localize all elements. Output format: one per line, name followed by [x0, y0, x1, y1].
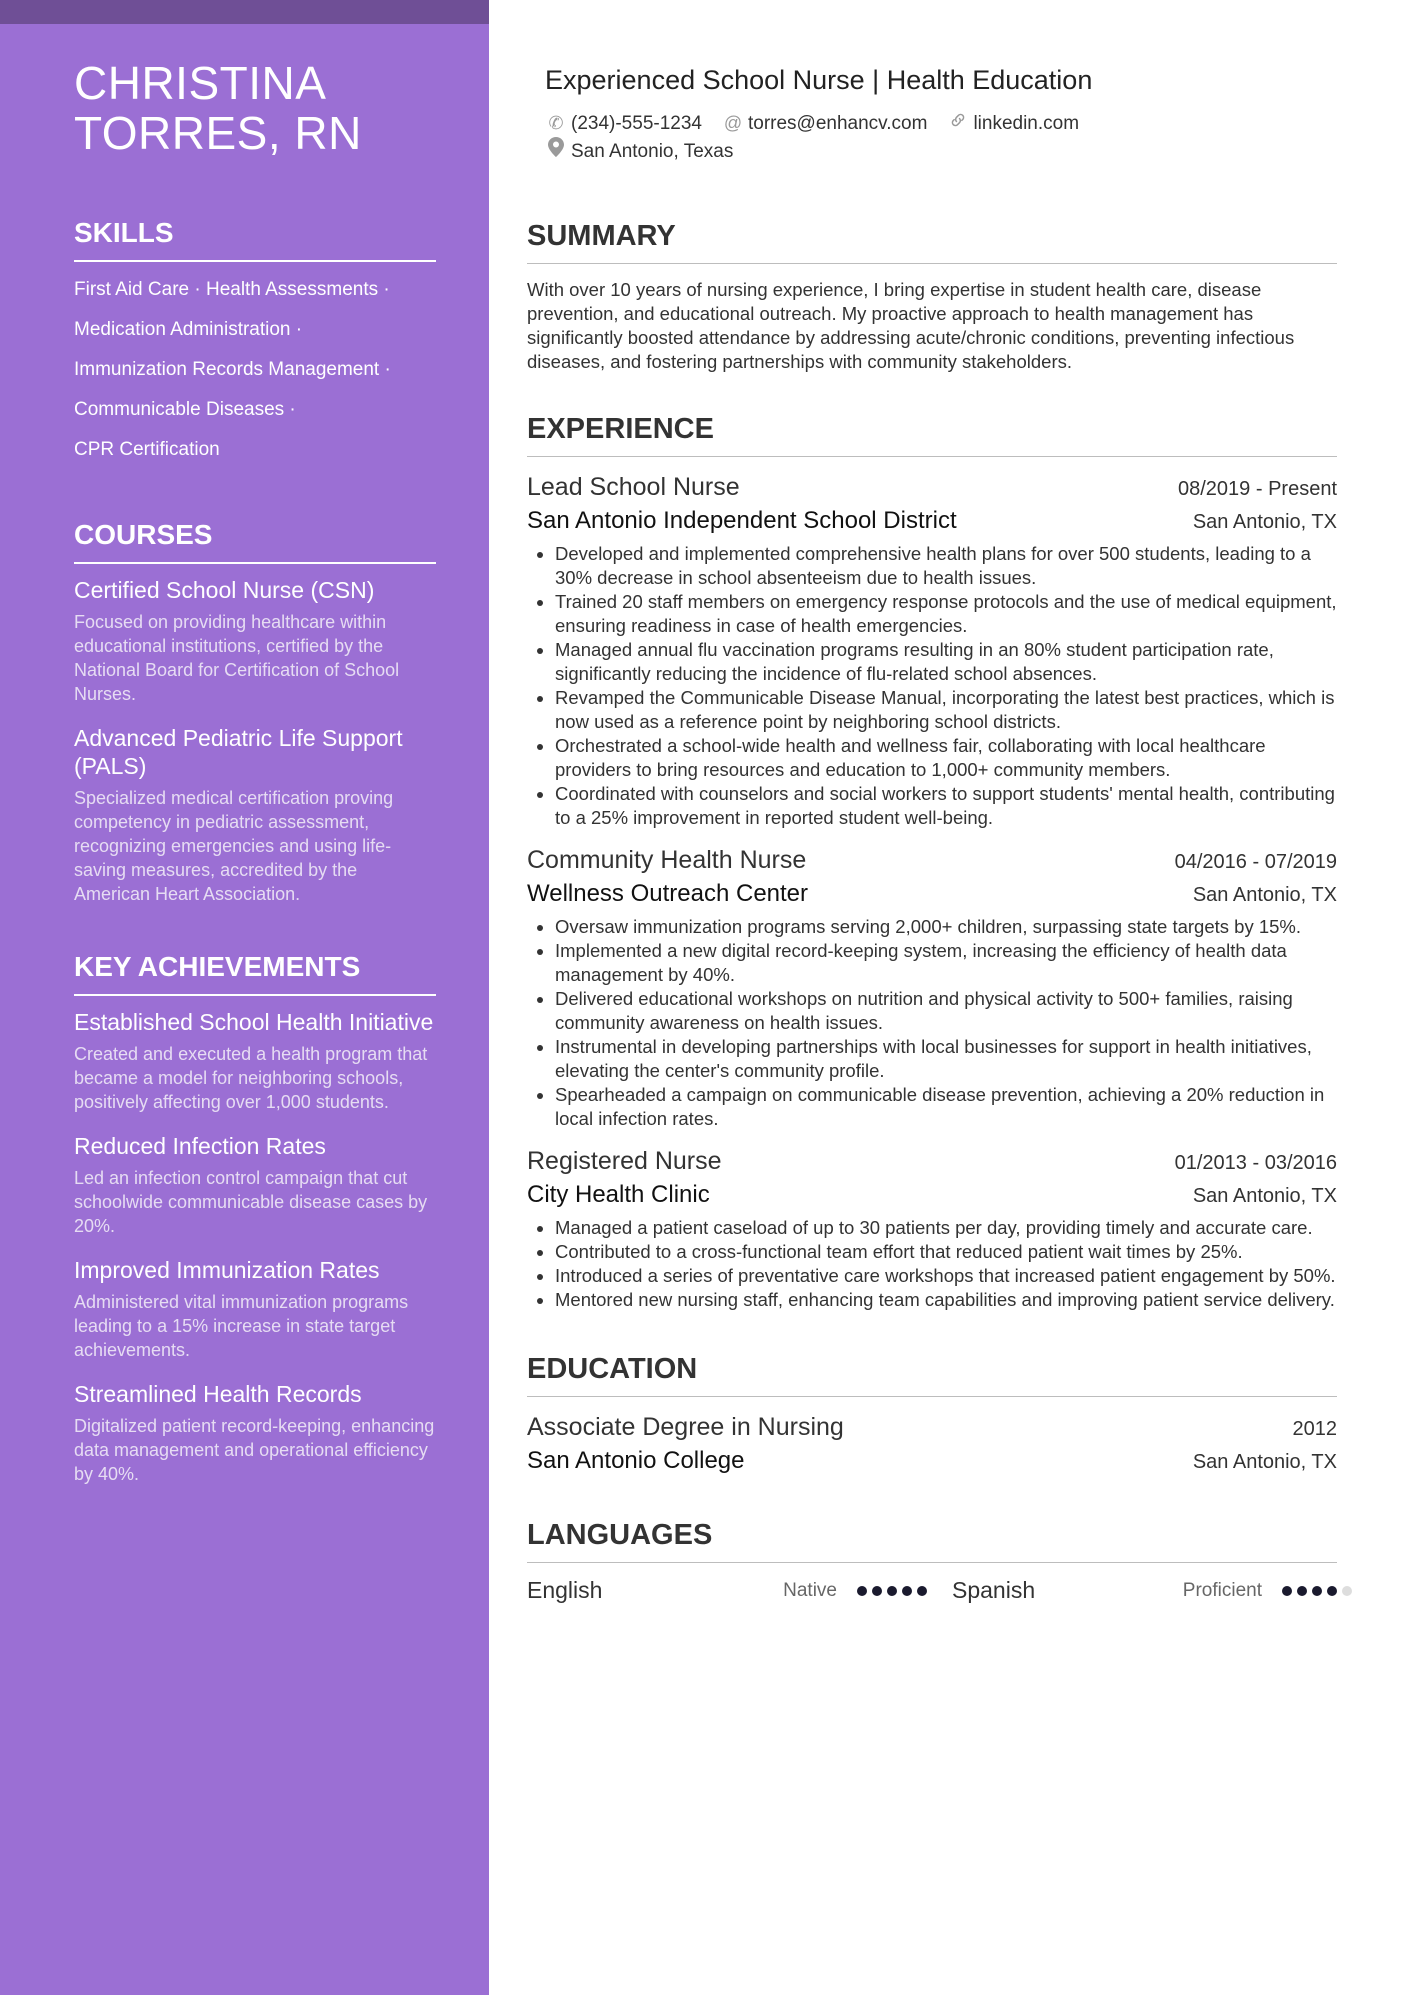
job-bullet: • Implemented a new digital record-keeping system, increasing the efficiency of health data management by 40%.: [555, 939, 1337, 987]
course-title: Certified School Nurse (CSN): [74, 577, 375, 603]
job-bullets: [527, 542, 1337, 830]
job-bullet: • Managed a patient caseload of up to 30 patients per day, providing timely and accurate care.: [555, 1216, 1337, 1240]
contact-info: [545, 110, 1337, 165]
job-entry: [527, 1145, 1337, 1312]
job-bullet: • Introduced a series of preventative care workshops that increased patient engagement by 50%.: [555, 1264, 1337, 1288]
language-rating: [857, 1586, 932, 1596]
phone-icon: ✆: [548, 113, 564, 133]
languages-section: [527, 1518, 1337, 1604]
achievement-title: Streamlined Health Records: [74, 1381, 362, 1407]
summary-heading: SUMMARY: [527, 219, 1337, 264]
skills-section: [74, 216, 436, 474]
courses-heading: COURSES: [74, 518, 436, 564]
job-bullet: • Coordinated with counselors and social workers to support students' mental health, contributing to a 25% improvement in reported student well-being.: [555, 782, 1337, 830]
job-bullet: • Mentored new nursing staff, enhancing team capabilities and improving patient service delivery.: [555, 1288, 1337, 1312]
skill-item: CPR Certification: [74, 439, 220, 460]
achievement-item: [74, 1256, 436, 1362]
language-level: Native: [783, 1579, 837, 1601]
at-icon: @: [723, 113, 743, 133]
rating-dot-filled: [1297, 1586, 1307, 1596]
skill-item: Communicable Diseases ·: [74, 399, 296, 420]
course-item: [74, 576, 436, 706]
job-location: San Antonio, TX: [1192, 884, 1337, 906]
skill-item: Medication Administration ·: [74, 319, 303, 340]
education-section: [527, 1352, 1337, 1478]
linkedin-text: linkedin.com: [973, 113, 1080, 134]
name-line-2: TORRES, RN: [74, 107, 362, 159]
headline: Experienced School Nurse | Health Education: [545, 65, 1093, 95]
job-title: Lead School Nurse: [527, 473, 740, 501]
language-level: Proficient: [1182, 1579, 1262, 1601]
achievement-description: Created and executed a health program that became a model for neighboring schools, positively affecting over 1,000 students.: [74, 1044, 428, 1112]
sidebar-top-bar: [0, 0, 489, 24]
rating-dot-filled: [872, 1586, 882, 1596]
location-contact: [545, 137, 733, 165]
skill-item: Immunization Records Management ·: [74, 359, 391, 380]
courses-section: [74, 518, 436, 906]
location-pin-icon: [545, 137, 567, 165]
location-text: San Antonio, Texas: [571, 140, 734, 162]
job-entry: [527, 844, 1337, 1131]
course-title: Advanced Pediatric Life Support (PALS): [74, 725, 403, 779]
language-item: [952, 1577, 1357, 1604]
summary-text: With over 10 years of nursing experience, I bring expertise in student health care, disease prevention, and educational outreach. My proactive approach to health management has significantly boosted attendance by addressing acute/chronic conditions, preventing infectious diseases, and fostering partnerships with community stakeholders.: [527, 279, 1295, 372]
job-bullet: • Developed and implemented comprehensive health plans for over 500 students, leading to a 30% decrease in school absenteeism due to health issues.: [555, 542, 1337, 590]
language-name: English: [527, 1577, 603, 1603]
education-heading: EDUCATION: [527, 1352, 1337, 1397]
job-bullet: • Oversaw immunization programs serving 2,000+ children, surpassing state targets by 15%.: [555, 915, 1337, 939]
achievement-description: Administered vital immunization programs leading to a 15% increase in state target achievements.: [74, 1292, 409, 1360]
achievements-heading: KEY ACHIEVEMENTS: [74, 950, 436, 996]
achievement-title: Improved Immunization Rates: [74, 1257, 380, 1283]
job-organization: City Health Clinic: [527, 1181, 710, 1208]
job-location: San Antonio, TX: [1192, 511, 1337, 533]
language-rating: [1282, 1586, 1357, 1596]
achievement-title: Established School Health Initiative: [74, 1009, 434, 1035]
achievement-title: Reduced Infection Rates: [74, 1133, 326, 1159]
skills-heading: SKILLS: [74, 216, 436, 262]
experience-heading: EXPERIENCE: [527, 412, 1337, 457]
language-name: Spanish: [952, 1577, 1036, 1603]
rating-dot-filled: [917, 1586, 927, 1596]
email-contact[interactable]: [722, 110, 927, 137]
achievement-item: [74, 1380, 436, 1486]
phone-contact[interactable]: [545, 110, 702, 137]
job-dates: 01/2013 - 03/2016: [1174, 1152, 1337, 1174]
rating-dot-filled: [1327, 1586, 1337, 1596]
job-bullet: • Managed annual flu vaccination programs resulting in an 80% student participation rate, significantly reducing the incidence of flu-related school absences.: [555, 638, 1337, 686]
job-location: San Antonio, TX: [1192, 1185, 1337, 1207]
achievement-item: [74, 1132, 436, 1238]
achievement-item: [74, 1008, 436, 1114]
job-dates: 04/2016 - 07/2019: [1174, 851, 1337, 873]
graduation-year: 2012: [1292, 1418, 1337, 1440]
languages-list: [527, 1577, 1337, 1604]
job-bullet: • Trained 20 staff members on emergency response protocols and the use of medical equipment, ensuring readiness in case of health emergencies.: [555, 590, 1337, 638]
sidebar: [0, 0, 489, 1995]
rating-dot-filled: [887, 1586, 897, 1596]
job-entry: [527, 471, 1337, 830]
rating-dot-filled: [1282, 1586, 1292, 1596]
link-icon: [947, 110, 969, 137]
job-bullet: • Orchestrated a school-wide health and wellness fair, collaborating with local healthcare providers to bring resources and education to 1,000+ community members.: [555, 734, 1337, 782]
summary-section: [527, 219, 1337, 374]
job-bullet: • Instrumental in developing partnerships with local businesses for support in health initiatives, elevating the center's community profile.: [555, 1035, 1337, 1083]
job-bullet: • Spearheaded a campaign on communicable disease prevention, achieving a 20% reduction in local infection rates.: [555, 1083, 1337, 1131]
main-content: [527, 62, 1337, 1604]
job-title: Community Health Nurse: [527, 846, 807, 874]
achievement-description: Led an infection control campaign that cut schoolwide communicable disease cases by 20%.: [74, 1168, 428, 1236]
school-location: San Antonio, TX: [1192, 1451, 1337, 1473]
job-title: Registered Nurse: [527, 1147, 722, 1175]
job-bullet: • Revamped the Communicable Disease Manual, incorporating the latest best practices, which is now used as a reference point by neighboring school districts.: [555, 686, 1337, 734]
degree: Associate Degree in Nursing: [527, 1413, 844, 1441]
achievement-description: Digitalized patient record-keeping, enhancing data management and operational efficiency by 40%.: [74, 1416, 435, 1484]
course-description: Focused on providing healthcare within educational institutions, certified by the National Board for Certification of School Nurses.: [74, 612, 400, 704]
job-bullet: • Contributed to a cross-functional team effort that reduced patient wait times by 25%.: [555, 1240, 1337, 1264]
candidate-name: [74, 58, 436, 158]
school-name: San Antonio College: [527, 1447, 745, 1474]
job-organization: Wellness Outreach Center: [527, 880, 809, 907]
linkedin-contact[interactable]: [947, 110, 1079, 137]
rating-dot-filled: [1312, 1586, 1322, 1596]
job-organization: San Antonio Independent School District: [527, 507, 957, 534]
skill-item: First Aid Care · Health Assessments ·: [74, 279, 390, 300]
rating-dot-filled: [857, 1586, 867, 1596]
job-dates: 08/2019 - Present: [1178, 478, 1337, 500]
skills-list: [74, 274, 436, 474]
course-description: Specialized medical certification proving competency in pediatric assessment, recognizing emergencies and using life-saving measures, accredited by the American Heart Association.: [74, 788, 394, 904]
rating-dot-empty: [1342, 1586, 1352, 1596]
name-line-1: CHRISTINA: [74, 57, 327, 109]
language-item: [527, 1577, 932, 1604]
languages-heading: LANGUAGES: [527, 1518, 1337, 1563]
job-bullet: • Delivered educational workshops on nutrition and physical activity to 500+ families, raising community awareness on health issues.: [555, 987, 1337, 1035]
job-bullets: [527, 1216, 1337, 1312]
experience-section: [527, 412, 1337, 1312]
rating-dot-filled: [902, 1586, 912, 1596]
phone-text: (234)-555-1234: [571, 113, 702, 134]
job-bullets: [527, 915, 1337, 1131]
course-item: [74, 724, 436, 906]
email-text: torres@enhancv.com: [747, 113, 928, 134]
achievements-section: [74, 950, 436, 1486]
